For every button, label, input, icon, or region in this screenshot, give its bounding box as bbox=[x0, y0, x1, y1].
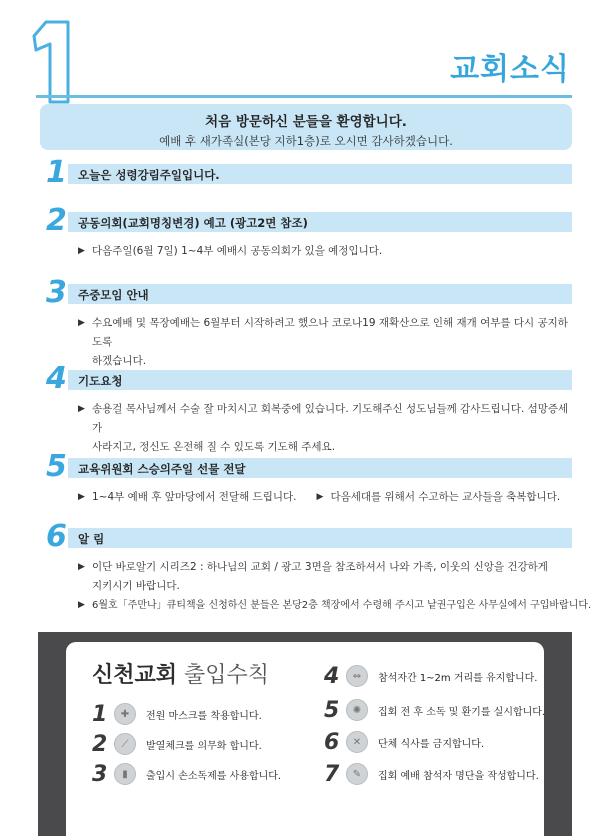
notice-bullet: ▶ 1~4부 예배 후 앞마당에서 전달해 드립니다. bbox=[78, 491, 297, 503]
sanitizer-icon: ▮ bbox=[114, 763, 136, 785]
section-title: 교육위원회 스승의주일 선물 전달 bbox=[78, 462, 246, 476]
notice-bullet-continued: 지키시기 바랍니다. bbox=[92, 580, 180, 592]
thermometer-icon: ⟋ bbox=[114, 733, 136, 755]
notice-bullet-continued: 하겠습니다. bbox=[92, 355, 147, 367]
notice-bullet: ▶ 수요예배 및 목장예배는 6월부터 시작하려고 했으나 코로나19 재확산으로 인해 재개 여부를 다시 공지하도록 bbox=[78, 317, 568, 348]
notice-bullet: ▶ 이단 바로알기 시리즈2 : 하나님의 교회 / 광고 3면을 참조하셔서 나와 가족, 이웃의 신앙을 건강하게 bbox=[78, 561, 548, 573]
section-title: 주중모임 안내 bbox=[78, 288, 149, 302]
disinfect-icon: ✺ bbox=[346, 699, 368, 721]
distance-icon: ⇔ bbox=[346, 665, 368, 687]
notice-bullet: ▶ 송용걸 목사님께서 수술 잘 마치시고 회복중에 있습니다. 기도해주신 성도님들께 감사드립니다. 섬망증세가 bbox=[78, 403, 569, 434]
rule-number: 6 bbox=[324, 729, 340, 755]
section-number: 4 bbox=[46, 361, 67, 396]
section-number: 5 bbox=[46, 449, 67, 484]
section-number: 3 bbox=[46, 275, 67, 310]
rule-number: 3 bbox=[92, 761, 108, 787]
welcome-headline: 처음 방문하신 분들을 환영합니다. bbox=[205, 114, 407, 130]
entry-rules-panel bbox=[38, 632, 572, 836]
rule-text: 참석자간 1~2m 거리를 유지합니다. bbox=[378, 672, 538, 684]
page-title: 교회소식 bbox=[450, 52, 570, 87]
mask-icon: ✚ bbox=[114, 703, 136, 725]
rule-item-3 bbox=[92, 760, 281, 788]
section-number: 2 bbox=[46, 203, 67, 238]
entry-rules-title: 신천교회 출입수칙 bbox=[92, 663, 270, 688]
section-bar bbox=[68, 528, 572, 548]
notice-bullet: ▶ 6월호「주만나」큐티책을 신청하신 분들은 본당2층 책장에서 수령해 주시고 낱권구입은 사무실에서 구입바랍니다. bbox=[78, 600, 592, 611]
notice-bullet-continued: 사라지고, 정신도 온전해 질 수 있도록 기도해 주세요. bbox=[92, 441, 336, 453]
rule-number: 4 bbox=[324, 663, 340, 689]
rule-item-4 bbox=[324, 662, 537, 690]
rule-text: 발열체크를 의무화 합니다. bbox=[146, 740, 262, 752]
notice-section-6 bbox=[46, 519, 592, 615]
welcome-banner bbox=[40, 104, 572, 150]
notice-section-3 bbox=[46, 275, 572, 371]
rule-text: 전원 마스크를 착용합니다. bbox=[146, 710, 262, 722]
section-number: 6 bbox=[46, 519, 67, 554]
rule-number: 7 bbox=[324, 761, 340, 787]
rule-item-2 bbox=[92, 730, 262, 758]
rule-item-1 bbox=[92, 700, 262, 728]
rule-number: 1 bbox=[92, 701, 108, 727]
rule-text: 출입시 손소독제를 사용합니다. bbox=[146, 770, 282, 782]
notice-section-5 bbox=[46, 449, 572, 507]
header-divider bbox=[36, 95, 572, 98]
rule-number: 5 bbox=[324, 697, 340, 723]
rule-item-7 bbox=[324, 760, 539, 788]
notice-bullet: ▶ 다음세대를 위해서 수고하는 교사들을 축복합니다. bbox=[316, 491, 561, 503]
notice-section-1 bbox=[46, 155, 572, 190]
notice-bullet: ▶ 다음주일(6월 7일) 1~4부 예배시 공동의회가 있을 예정입니다. bbox=[78, 245, 383, 257]
no-meal-icon: ✕ bbox=[346, 731, 368, 753]
entry-rules-card bbox=[66, 642, 544, 836]
rule-text: 집회 전 후 소독 및 환기를 실시합니다. bbox=[378, 706, 546, 718]
page-number-graphic bbox=[18, 18, 88, 106]
roster-icon: ✎ bbox=[346, 763, 368, 785]
rule-item-6 bbox=[324, 728, 484, 756]
section-title: 기도요청 bbox=[78, 374, 123, 388]
welcome-subtext: 예배 후 새가족실(본당 지하1층)로 오시면 감사하겠습니다. bbox=[159, 134, 453, 148]
section-number: 1 bbox=[46, 155, 67, 190]
section-bar bbox=[68, 370, 572, 390]
notice-section-2 bbox=[46, 203, 572, 261]
section-title: 오늘은 성령강림주일입니다. bbox=[78, 168, 220, 182]
rule-number: 2 bbox=[92, 731, 108, 757]
section-title: 알 림 bbox=[78, 532, 105, 546]
section-title: 공동의회(교회명칭변경) 예고 (광고2면 참조) bbox=[78, 216, 308, 230]
rule-text: 단체 식사를 금지합니다. bbox=[378, 738, 485, 750]
rule-item-5 bbox=[324, 696, 545, 724]
rule-text: 집회 예배 참석자 명단을 작성합니다. bbox=[378, 770, 539, 782]
